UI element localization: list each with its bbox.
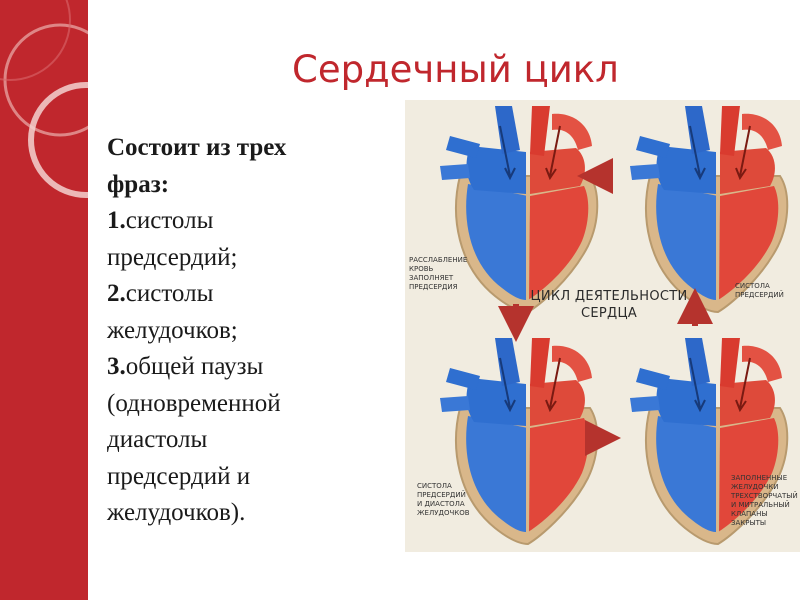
caption-line: СИСТОЛА <box>735 282 770 290</box>
decorative-rings <box>0 0 88 600</box>
caption-line: КЛАПАНЫ <box>731 510 768 518</box>
caption-line: ЗАПОЛНЕННЫЕ <box>731 474 788 482</box>
caption-top-left <box>409 256 467 292</box>
list-item-3-cont-4: желудочков). <box>107 499 246 526</box>
list-item-1-cont: предсердий; <box>107 243 238 271</box>
list-item-2-cont: желудочков; <box>107 316 238 344</box>
list-item-3-cont-3: предсердий и <box>107 462 251 490</box>
list-item-1-text: систолы <box>125 207 214 234</box>
caption-top-right <box>735 282 784 300</box>
list-item-3 <box>107 349 392 386</box>
caption-line: КРОВЬ <box>409 265 434 273</box>
list-item-1 <box>107 203 392 240</box>
list-item-1-number: 1. <box>107 207 126 234</box>
caption-line: ТРЕХСТВОРЧАТЫЙ <box>731 492 798 500</box>
caption-bottom-left <box>417 482 470 518</box>
list-item-3-cont-2: диастолы <box>107 426 208 453</box>
heart-cycle-figure <box>405 100 800 552</box>
decorative-side-band <box>0 0 88 600</box>
caption-line: ПРЕДСЕРДИЙ <box>417 491 466 499</box>
caption-line: ПРЕДСЕРДИЙ <box>735 291 784 299</box>
caption-line: ПРЕДСЕРДИЯ <box>409 283 458 291</box>
cycle-center-label-line2: СЕРДЦА <box>580 306 638 321</box>
list-item-2-number: 2. <box>107 280 126 307</box>
caption-line: ЖЕЛУДОЧКОВ <box>417 509 470 517</box>
cycle-center-label <box>529 288 689 322</box>
list-item-3-cont-1: (одновременной <box>107 389 281 417</box>
slide-body-text <box>107 130 392 532</box>
caption-line: ЗАКРЫТЫ <box>731 519 767 527</box>
intro-line-2: фраз: <box>107 170 170 198</box>
caption-line: И МИТРАЛЬНЫЙ <box>731 501 790 509</box>
list-item-3-text: общей паузы <box>125 353 264 380</box>
cycle-center-label-line1: ЦИКЛ ДЕЯТЕЛЬНОСТИ <box>530 289 688 304</box>
slide-title: Сердечный цикл <box>292 48 619 91</box>
caption-line: ЗАПОЛНЯЕТ <box>409 274 454 282</box>
caption-line: СИСТОЛА <box>417 482 452 490</box>
caption-bottom-right <box>731 474 798 528</box>
caption-line: РАССЛАБЛЕНИЕ <box>409 256 468 264</box>
list-item-3-number: 3. <box>107 353 126 380</box>
caption-line: ЖЕЛУДОЧКИ <box>731 483 779 491</box>
list-item-2 <box>107 276 392 313</box>
list-item-2-text: систолы <box>125 280 214 307</box>
intro-line-1: Состоит из трех <box>107 134 287 161</box>
caption-line: И ДИАСТОЛА <box>417 500 465 508</box>
